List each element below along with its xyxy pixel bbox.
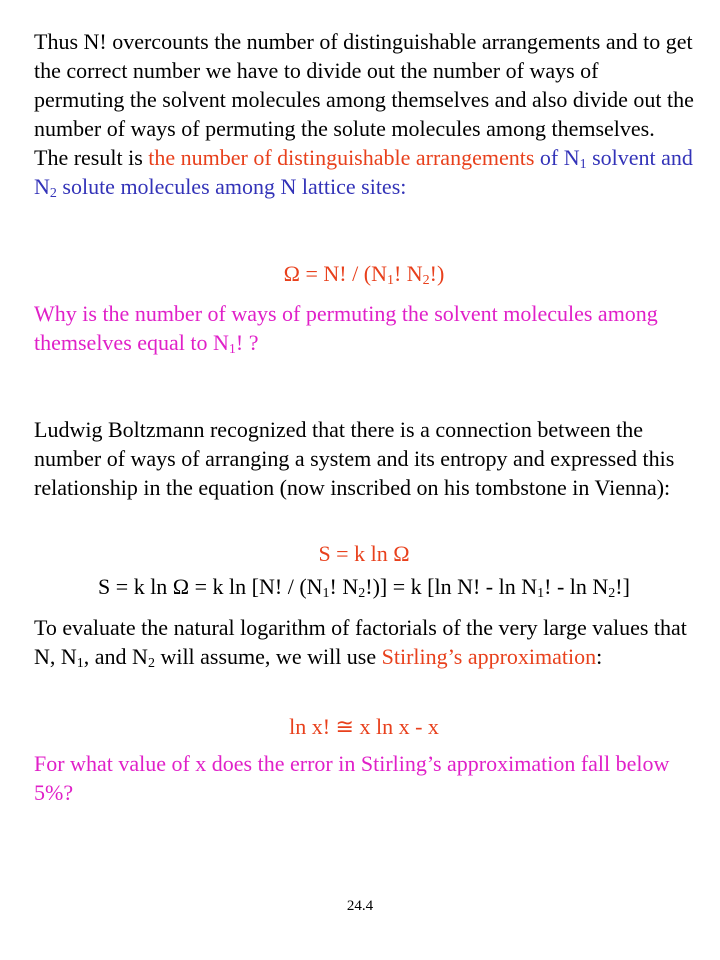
paragraph-overcounting: Thus N! overcounts the number of distinguishable arrangements and to get the correct number we have to divide out the number of ways of permuting the solvent molecules among themselves and also divide out the number of ways of permuting the solute molecules among themselves. The result is the number of distinguishable arrangements of $N_1$ solvent and $N_2$ solute molecules among N lattice sites: bbox=[34, 29, 694, 201]
equation-omega: Ω = N! / ($N_1$! $N_2$!) bbox=[283, 261, 445, 288]
highlight-molecules-among-sites: of $N_1$ solvent and $N_2$ solute molecules among N lattice sites: bbox=[34, 145, 693, 201]
equation-stirling: ln x! ≅ x ln x - x bbox=[289, 714, 439, 739]
question-permuting-solvent: Why is the number of ways of permuting the solvent molecules among themselves equal to $N_1$! ? bbox=[34, 301, 658, 357]
document-page bbox=[34, 27, 694, 807]
highlight-distinguishable-arrangements: the number of distinguishable arrangements bbox=[148, 145, 535, 170]
paragraph-boltzmann: Ludwig Boltzmann recognized that there is a connection between the number of ways of arranging a system and its entropy and expressed this relationship in the equation (now inscribed on his tombstone in Vienna): bbox=[34, 417, 675, 500]
question-stirling-error: For what value of x does the error in Stirling’s approximation fall below 5%? bbox=[34, 751, 670, 805]
equation-entropy: S = k ln Ω bbox=[318, 541, 410, 566]
page-number: 24.4 bbox=[346, 898, 374, 914]
equation-entropy-expanded: S = k ln Ω = k ln [N! / ($N_1$! $N_2!)] = k$ [ln N! - $\ln N_1$! - $\ln N_2$!] bbox=[98, 574, 630, 601]
paragraph-stirling: To evaluate the natural logarithm of factorials of the very large values that N, $N_1$, and $N_2$ will assume, we will use Stirling’s approximation: bbox=[34, 615, 687, 671]
highlight-stirling-approximation: Stirling’s approximation bbox=[381, 644, 597, 669]
